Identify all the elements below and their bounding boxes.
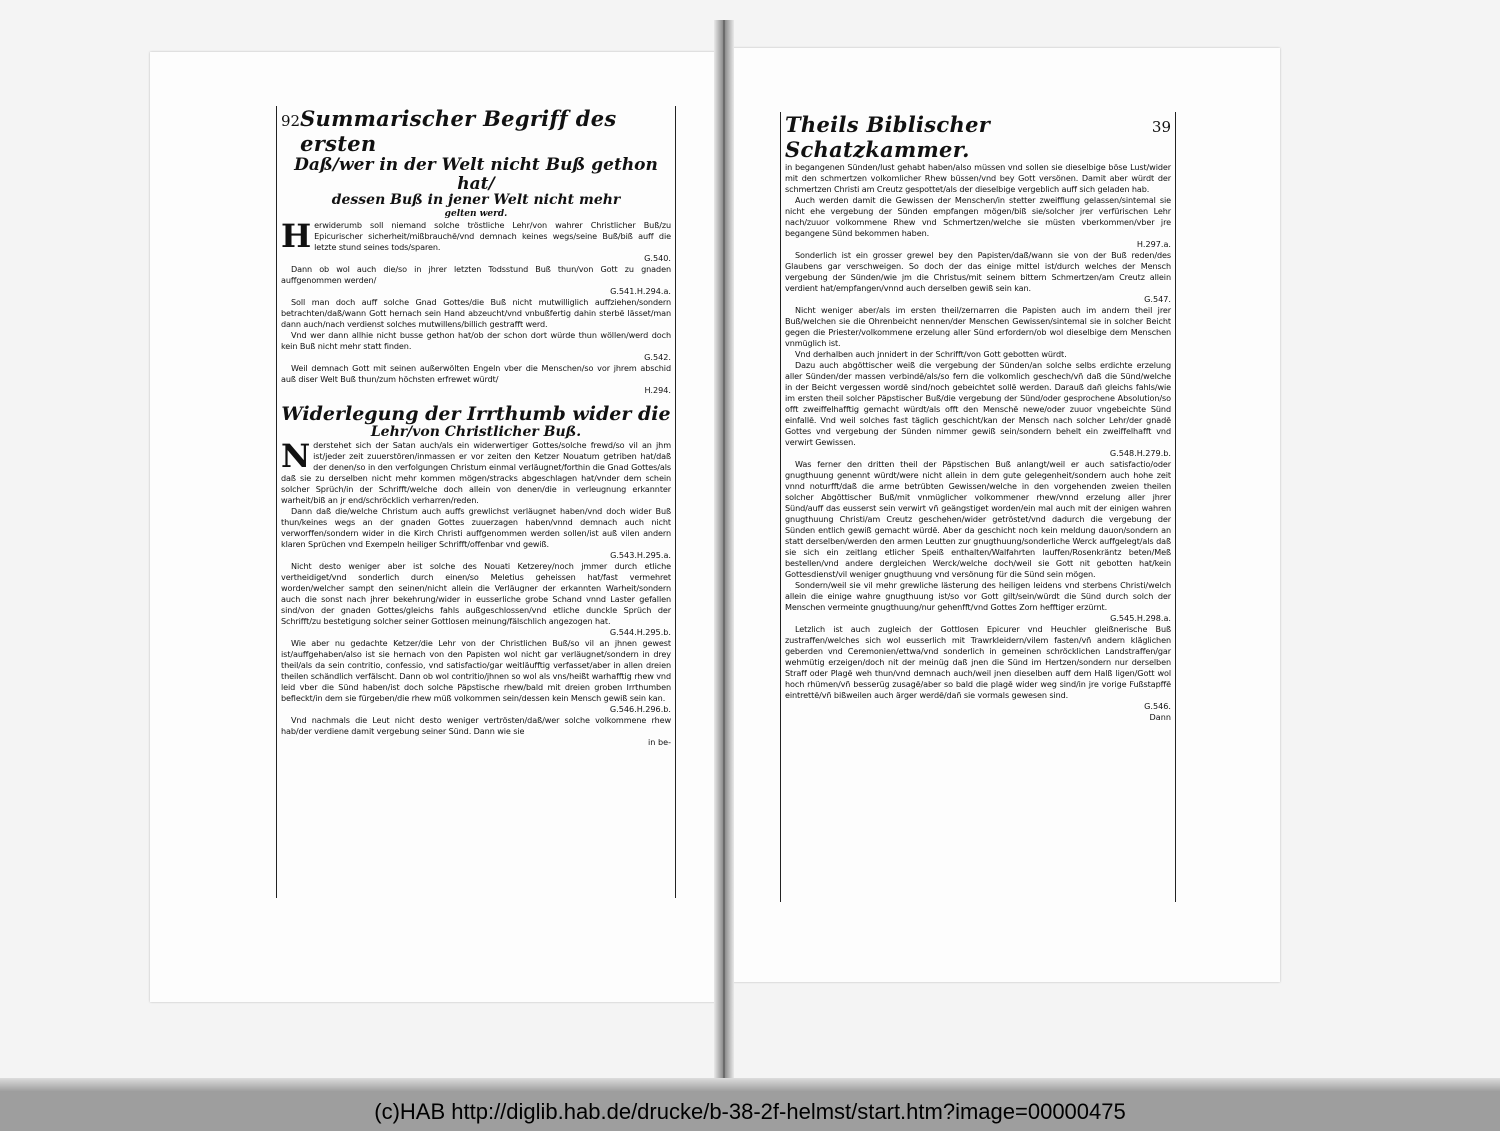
left-running-head (281, 106, 671, 156)
right-page-number: 39 (1151, 118, 1171, 136)
section1-paragraph: Herwiderumb soll niemand solche tröstliche Lehr/von wahrer Christlicher Buß/zu Epicurischer sicherheit/mißbrauchẽ/vnd demnach keines wegs/seine Buß/biß auff die letzte stund seines tods/sparen. (281, 216, 671, 255)
section2-paragraph: Wie aber nu gedachte Ketzer/die Lehr von der Christlichen Buß/so vil an jhnen gewest ist/auffgehaben/also ist sie hernach von den Papisten wol nicht gar verläugnet/sondern in drey theil/als da sein contritio, confessio, vnd satisfactio/gar weitläufftig verfasset/aber in allen dreien theilen schändlich verfälscht. Dann ob wol contritio/jhnen so wol als vns/heißt warhafftig rhew vnd leid vber die Sünd haben/ist doch solche Päpstische rhew/bald mit dreien groben Irrthumben befleckt/in dem sie fürgeben/die rhew müß volkommen sein/dessen kein Mensch gewiß sein kan. (281, 637, 671, 703)
left-catchword: in be- (648, 736, 671, 747)
right-paragraph: Was ferner den dritten theil der Päpstischen Buß anlangt/weil er auch satisfactio/oder gnugthuung genennt würdt/were nicht allein in dem gute gelegenheit/sondern auch hohe zeit vnnd noturfft/daß die arme betrübten Gewissen/welche in den vorgehenden zweien theilen solcher Abgöttischer Buß/mit vnmüglicher volkommener rhew/vnnd erzelung aller jhrer Sünd/auff das eusserst sein verwirt vñ geängstiget worden/ein mal auch mit der einigen wahren gnugthuung Christi/am Creutz geschehen/wider getröstet/vnd dadurch die vergebung der Sünden entlich gewiß gemacht würdẽ. Aber da geschicht noch kein meldung dauon/sondern an statt derselben/werden den armen Leutten zur gnugthuung/sonderliche Werck auffgelegt/als daß sie sich ein zeitlang etlicher Speiß enthalten/Walfahrten lauffen/Rosenkräntz beten/Meß bestellen/vnd andere dergleichen Werck/welche doch/weil sie Gott nit gebotten hat/kein Gottesdienst/vil weniger gnugthuung vnd versönung für die Sünd sein mögen. (785, 459, 1171, 579)
section2-paragraph: Dann daß die/welche Christum auch auffs grewlichst verläugnet haben/vnd doch wider Buß thun/keines wegs an der gnaden Gottes zuuerzagen haben/vnnd demnach auch nicht verworffen/sondern wider in die Kirch Christi auffgenommen werden sollen/ist auß vilen andern klaren Sprüchen vnd Exempeln heiliger Schrifft/offenbar vnd gewiß. (281, 505, 671, 549)
right-catchword: Dann (1149, 712, 1171, 722)
margin-reference: G.547. (1144, 294, 1171, 304)
right-paragraph: Dazu auch abgöttischer weiß die vergebung der Sünden/an solche selbs erdichte erzelung aller Sünden/der massen verbindẽ/als/so fern die volkomlich geschech/vñ daß die Sünd/welche in der Beicht vergessen wordẽ sind/noch gebeichtet sollẽ werden. Darauß dañ gleichs fahls/wie im ersten theil solcher Päpstischer Buß/die vergebung der Sünd/oder gesprochene Absolution/so offt zweiffelhafftig gemacht würdt/als offt den Menschẽ newe/oder zuuor vngebeichte Sünd einfallẽ. Vnd weil solches fast täglich geschicht/kan der Mensch nach solcher Lehr/der gnadẽ Gottes vnd vergebung der Sünden nimmer gewiß sein/sondern behelt ein zweiffelhafft vnd verwirt Gewissen. (785, 360, 1171, 447)
margin-reference: G.546.H.296.b. (609, 703, 671, 714)
right-paragraph: Letzlich ist auch zugleich der Gottlosen Epicurer vnd Heuchler gleißnerische Buß zustraffen/welches sich wol eusserlich mit Trawrkleidern/vilem fasten/vñ andern kläglichen geberden vnd Ceremonien/ettwa/vnd sonderlich in gemeinen schröcklichen Landstraffen/gar wehmütig erzeigen/doch nit der meinüg daß jnen die Sünd im Hertzen/sondern nur derselben Straff oder Plagẽ weh thun/vnd demnach auch/weil jnen dieselben auff dem Halß ligen/Gott wol hoch rhümen/vñ besserüg zusagẽ/aber so bald die plagẽ wider weg sind/in jre vorige Fußstapffẽ eintrettẽ/vñ bißweilen auch ärger werdẽ/dañ sie vormals gewesen sind. (785, 624, 1171, 700)
right-paragraph: Auch werden damit die Gewissen der Menschen/in stetter zweifflung gelassen/sintemal sie nicht ehe vergebung der Sünden empfangen mögen/biß sie/solcher jrer verfürischen Lehr nach/zuuor volkommene Rhew vnd Schmertzen/welche sie müsten vberkommen/vber jre begangene Sünd bekommen haben. (785, 195, 1171, 238)
margin-reference: G.545.H.298.a. (1110, 613, 1171, 623)
right-paragraph: Sondern/weil sie vil mehr grewliche lästerung des heiligen leidens vnd sterbens Christi/welch allein die einige wahre gnugthuung ist/so vor Gott gilt/sein/würdt die Sünd durch solch der Menschen vermeinte gnugthuung/nur gehenfft/vnd Gottes Zorn hefftiger erzürnt. (785, 580, 1171, 612)
section1-heading: Daß/wer in der Welt nicht Buß gethon hat/ (294, 155, 658, 194)
section1-paragraph: Dann ob wol auch die/so in jhrer letzten Todsstund Buß thun/von Gott zu gnaden auffgenommen werden/ (281, 263, 671, 285)
scan-bottom-edge (0, 1078, 1500, 1092)
right-paragraph: Vnd derhalben auch jnnidert in der Schrifft/von Gott gebotten würdt. (795, 349, 1067, 359)
section2-paragraph: Nderstehet sich der Satan auch/als ein widerwertiger Gottes/solche frewd/so vil an jhm ist/jeder zeit zuuerstören/inmassen er vor zeiten den Ketzer Nouatum getriben hat/daß der denen/so in den verfolgungen Christum einmal verläugnet/forthin die Gnad Gottes/als daß sie zu derselben nicht mehr kommen mögen/stracks abgeschlagen hat/vnder dem schein solcher Sprüch/in der Schrifft/welche doch allein von denen/die in verleugnung erkannter warheit/biß an jr end/schröcklich verharren/reden. (281, 436, 671, 505)
right-paragraph: Nicht weniger aber/als im ersten theil/zernarren die Papisten auch im andern theil jrer Buß/welchen sie die Ohrenbeicht nennen/der Menschen Gewissen/sintemal sie in solcher Beicht gegen die Priester/volkommene erzelung aller Sünd erfordern/ob wol dieselbige dem Menschen vnmüglich ist. (785, 305, 1171, 348)
section1-paragraph: Weil demnach Gott mit seinen außerwölten Engeln vber die Menschen/so vor jhrem abschid auß diser Welt Buß thun/zum höchsten erfrewet würdt/ (281, 362, 671, 384)
footer-text: (c)HAB http://diglib.hab.de/drucke/b-38-2f-helmst/start.htm?image=00000475 (374, 1098, 1126, 1124)
right-running-head (785, 112, 1171, 162)
section1-subheading: dessen Buß in jener Welt nicht mehr (331, 192, 621, 209)
margin-reference: H.297.a. (1136, 239, 1171, 249)
section2-heading: Widerlegung der Irrthumb wider die (281, 402, 671, 425)
copyright-footer (0, 1092, 1500, 1131)
margin-reference: G.548.H.279.b. (1109, 448, 1171, 458)
section1-heading-small: gelten werd. (444, 208, 508, 219)
margin-reference: G.541.H.294.a. (610, 285, 671, 296)
section2-subheading: Lehr/von Christlicher Buß. (370, 423, 582, 440)
margin-reference: G.540. (644, 252, 671, 263)
left-page-text-column (276, 106, 676, 898)
section2-paragraph: Nicht desto weniger aber ist solche des Nouati Ketzerey/noch jmmer durch etliche vertheidiget/vnd sonderlich durch einen/so Meletius geheissen hat/fast vermehret worden/welcher sampt den seinen/nicht allein die Verläugner der erkannten Warheit/sondern auch die sonst nach jhrer bekehrung/wider in eusserliche grobe Schand vnnd Laster gefallen sind/von der gnaden Gottes/gleichs fahls außgeschlossen/vnd etliche dunckle Sprüch der Schrifft/zu bestetigung solcher seiner Gottlosen meinung/fälschlich angezogen hat. (281, 560, 671, 626)
margin-reference: G.542. (644, 351, 671, 362)
left-running-title: Summarischer Begriff des ersten (300, 106, 617, 156)
margin-reference: G.544.H.295.b. (609, 626, 671, 637)
margin-reference: H.294. (644, 384, 671, 395)
section1-paragraph: Vnd wer dann allhie nicht busse gethon hat/ob der schon dort würde thun wöllen/werd doch kein Buß nicht mehr statt finden. (281, 329, 671, 351)
margin-reference: G.546. (1144, 701, 1171, 711)
margin-reference: G.543.H.295.a. (610, 549, 671, 560)
section1-paragraph: Soll man doch auff solche Gnad Gottes/die Buß nicht mutwilliglich auffziehen/sondern betrachten/daß/wann Gott hernach sein Hand abzeucht/vnd vnbußfertig dahin sterbẽ lässet/man dann auch/nach verdienst solches mutwillens/billich gestrafft werd. (281, 296, 671, 329)
left-page-number: 92 (281, 112, 301, 130)
right-page-text-column (780, 112, 1176, 902)
right-paragraph: in begangenen Sünden/lust gehabt haben/also müssen vnd sollen sie dieselbige böse Lust/wider mit den schmertzen volkomlicher Rhew büssen/vnd bey Gott versönen. Damit aber würdt der schmertzen Christi am Creutz gespottet/als der dieselbige vergeblich auff sich geladen hab. (785, 162, 1171, 194)
right-paragraph: Sonderlich ist ein grosser grewel bey den Papisten/daß/wann sie von der Buß reden/des Glaubens gar verschweigen. So doch der das einige mittel ist/durch welches der Mensch vergebung der Sünden/wie jm die Christus/mit seinem bittern Schmertzen/am Creutz allein verdient hat/empfangen/vnnd auch derselben gewiß sein kan. (785, 250, 1171, 293)
section2-paragraph: Vnd nachmals die Leut nicht desto weniger vertrösten/daß/wer solche volkommene rhew hab/der verdiene damit vergebung seiner Sünd. Dann wie sie (281, 714, 671, 736)
right-running-title: Theils Biblischer Schatzkammer. (785, 112, 991, 162)
book-gutter (714, 20, 734, 1082)
